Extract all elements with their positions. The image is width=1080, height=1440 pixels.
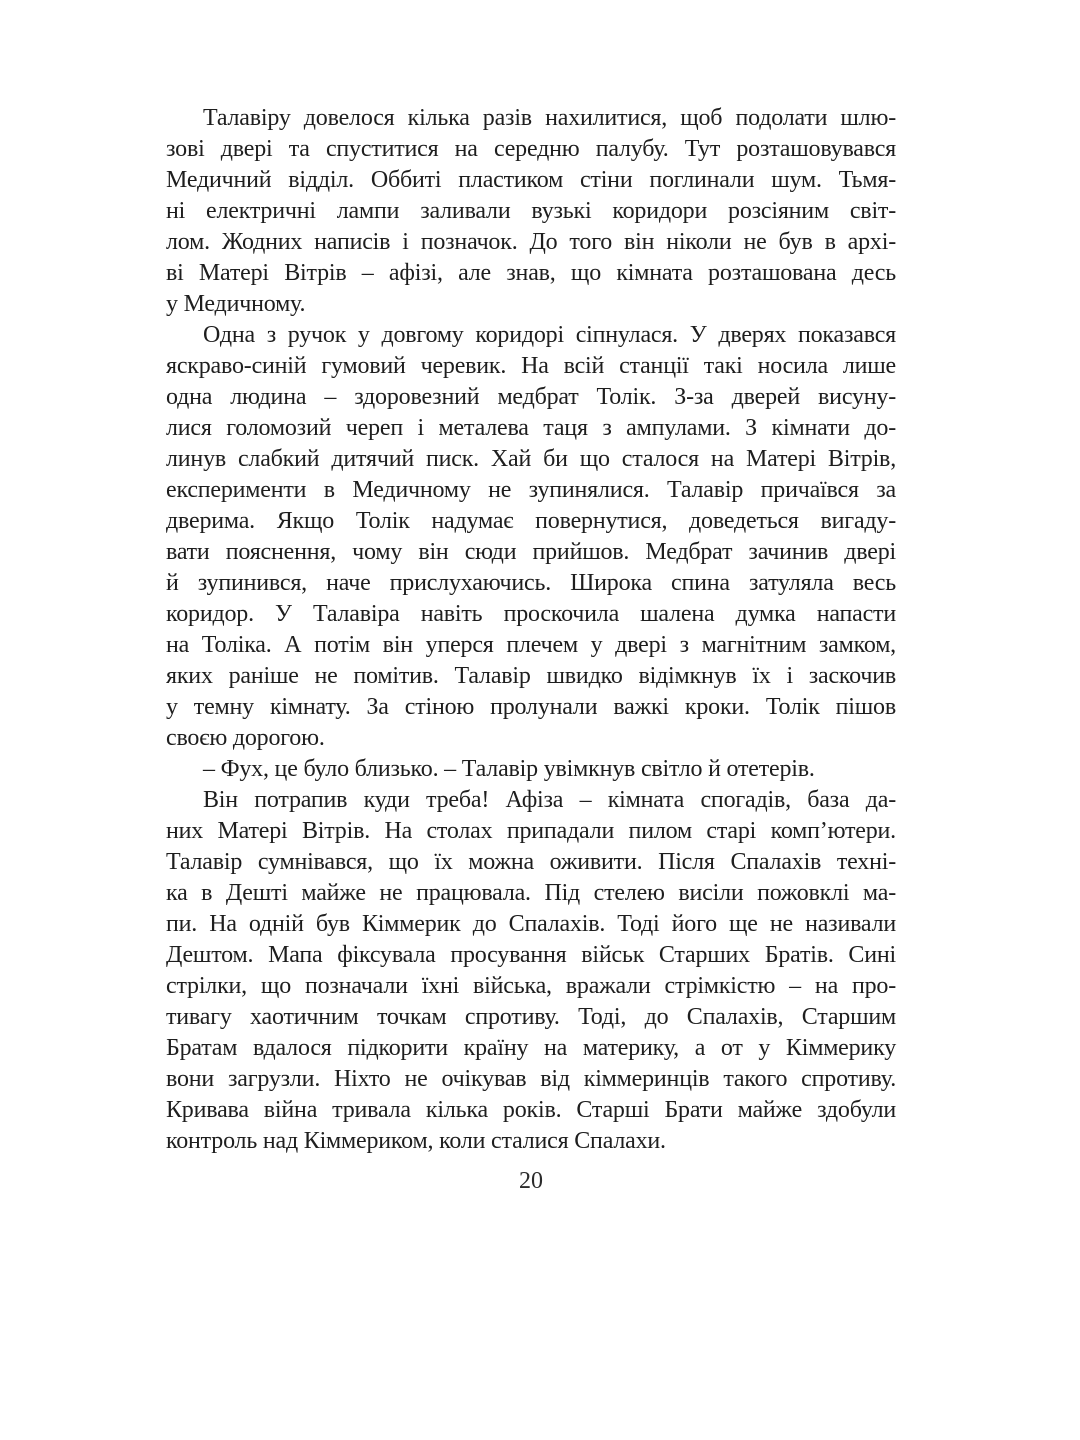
text-line: контроль над Кіммериком, коли сталися Спалахи. <box>166 1128 666 1154</box>
text-line: Кривава війна тривала кілька років. Старші Брати майже здобули <box>166 1097 896 1123</box>
text-line: Дештом. Мапа фіксувала просування військ Старших Братів. Сині <box>166 942 896 968</box>
paragraph <box>166 754 896 785</box>
text-line: Медичний відділ. Оббиті пластиком стіни поглинали шум. Тьмя- <box>166 167 896 193</box>
text-line: Він потрапив куди треба! Афіза – кімната спогадів, база да- <box>203 787 896 813</box>
paragraph <box>166 103 896 320</box>
text-line: ві Матері Вітрів – афізі, але знав, що кімната розташована десь <box>166 260 896 286</box>
page-number: 20 <box>519 1168 543 1194</box>
text-line: тивагу хаотичним точкам спротиву. Тоді, до Спалахів, Старшим <box>166 1004 896 1030</box>
text-line: них Матері Вітрів. На столах припадали пилом старі комп’ютери. <box>166 818 896 844</box>
text-line: лися голомозий череп і металева таця з ампулами. З кімнати до- <box>166 415 896 441</box>
text-line: ні електричні лампи заливали вузькі коридори розсіяним світ- <box>166 198 896 224</box>
text-line: у Медичному. <box>166 291 306 317</box>
text-line: дверима. Якщо Толік надумає повернутися, доведеться вигаду- <box>166 508 896 534</box>
text-line: линув слабкий дитячий писк. Хай би що сталося на Матері Вітрів, <box>166 446 896 472</box>
text-line: лом. Жодних написів і позначок. До того він ніколи не був в архі- <box>166 229 896 255</box>
text-line: стрілки, що позначали їхні війська, вражали стрімкістю – на про- <box>166 973 896 999</box>
text-line: Одна з ручок у довгому коридорі сіпнулася. У дверях показався <box>203 322 896 348</box>
text-line: експерименти в Медичному не зупинялися. Талавір причаївся за <box>166 477 896 503</box>
text-line: яких раніше не помітив. Талавір швидко відімкнув їх і заскочив <box>166 663 896 689</box>
text-line: на Толіка. А потім він уперся плечем у двері з магнітним замком, <box>166 632 896 658</box>
text-line: Талавір сумнівався, що їх можна оживити. Після Спалахів техні- <box>166 849 896 875</box>
text-line: ка в Дешті майже не працювала. Під стелею висіли пожовклі ма- <box>166 880 896 906</box>
text-line: коридор. У Талавіра навіть проскочила шалена думка напасти <box>166 601 896 627</box>
text-line: вони загрузли. Ніхто не очікував від кіммеринців такого спротиву. <box>166 1066 896 1092</box>
text-line: яскраво-синій гумовий черевик. На всій станції такі носила лише <box>166 353 896 379</box>
text-line: пи. На одній був Кіммерик до Спалахів. Тоді його ще не називали <box>166 911 896 937</box>
page-text <box>166 103 896 1157</box>
text-line: одна людина – здоровезний медбрат Толік. З-за дверей висуну- <box>166 384 896 410</box>
text-line: зові двері та спуститися на середню палубу. Тут розташовувався <box>166 136 896 162</box>
text-line: вати пояснення, чому він сюди прийшов. Медбрат зачинив двері <box>166 539 896 565</box>
text-line: Братам вдалося підкорити країну на материку, а от у Кіммерику <box>166 1035 896 1061</box>
paragraph <box>166 785 896 1157</box>
text-line: своєю дорогою. <box>166 725 325 751</box>
text-line: Талавіру довелося кілька разів нахилитися, щоб подолати шлю- <box>203 105 896 131</box>
text-line: й зупинився, наче прислухаючись. Широка спина затуляла весь <box>166 570 896 596</box>
text-line: – Фух, це було близько. – Талавір увімкнув світло й отетерів. <box>203 756 815 782</box>
paragraph <box>166 320 896 754</box>
text-line: у темну кімнату. За стіною пролунали важкі кроки. Толік пішов <box>166 694 896 720</box>
